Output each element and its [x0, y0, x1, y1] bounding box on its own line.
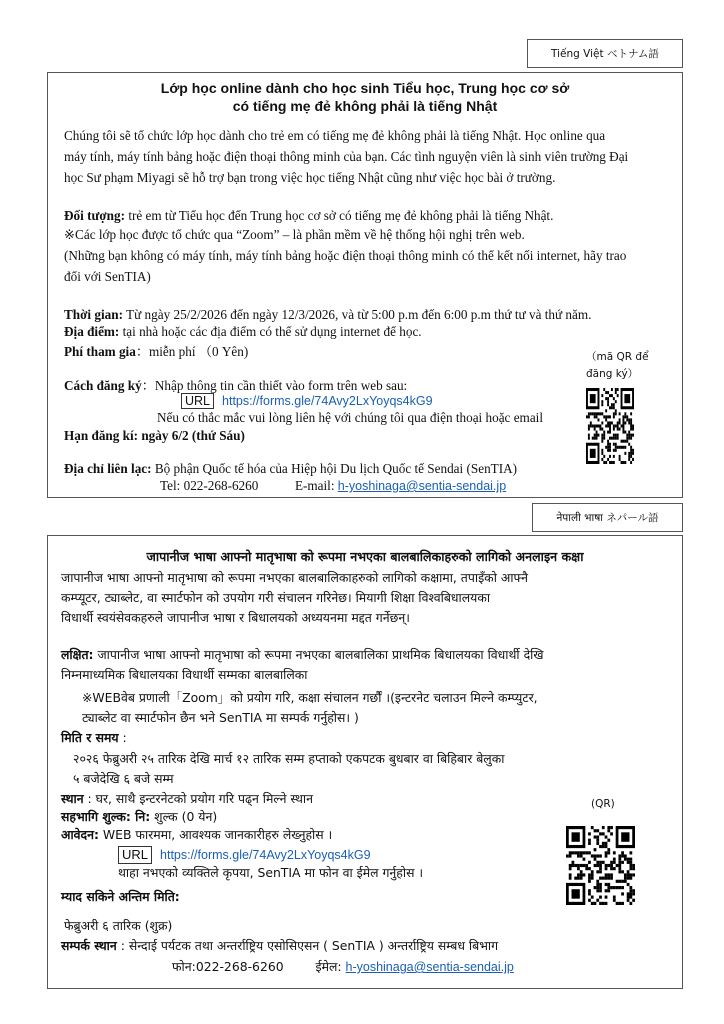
- fee-text: शुल्क (0 येन): [150, 809, 218, 824]
- apply-label: आवेदन:: [61, 827, 99, 842]
- contact-label: सम्पर्क स्थान: [61, 938, 117, 953]
- fee-row: [64, 341, 248, 360]
- email-link[interactable]: h-yoshinaga@sentia-sendai.jp: [345, 960, 514, 974]
- vietnamese-notice: [47, 72, 683, 498]
- contact-label: Địa chỉ liên lạc:: [64, 461, 152, 476]
- registration-link[interactable]: https://forms.gle/74Avy2LxYoyqs4kG9: [160, 848, 371, 862]
- qr-caption: [586, 349, 649, 383]
- deadline-text: Hạn đăng kí: ngày 6/2 (thứ Sáu): [64, 428, 245, 443]
- intro-line: học Sư phạm Miyagi sẽ hỗ trợ bạn trong việc học tiếng Nhật cũng như việc học bài ở trường.: [64, 170, 556, 185]
- contact-text: Bộ phận Quốc tế hóa của Hiệp hội Du lịch Quốc tế Sendai (SenTIA): [151, 461, 518, 476]
- zoom-note: ※Các lớp học được tổ chức qua “Zoom” – là phần mềm về hệ thống hội nghị trên web.: [64, 227, 525, 242]
- target-text-2: निम्नमाध्यमिक बिधालयका विधार्थी सम्मका बालबालिका: [61, 667, 308, 682]
- email-link[interactable]: h-yoshinaga@sentia-sendai.jp: [337, 479, 507, 493]
- qr-caption-line: đăng ký）: [586, 368, 639, 380]
- datetime-text: २०२६ फेब्रुअरी २५ तारिक देखि मार्च १२ तारिक सम्म हप्ताको एकपटक बुधबार वा बिहिबार बेलुका: [73, 751, 505, 766]
- deadline: [64, 428, 245, 444]
- registration-link[interactable]: https://forms.gle/74Avy2LxYoyqs4kG9: [222, 394, 433, 408]
- contact-row: [61, 937, 498, 954]
- fee-label: सहभागि शुल्क: नि:: [61, 809, 151, 824]
- question-note: Nếu có thắc mắc vui lòng liên hệ với chúng tôi qua điện thoại hoặc email: [157, 410, 543, 425]
- url-tag: URL: [118, 846, 152, 864]
- nepali-notice: [47, 535, 683, 989]
- title-line-2: có tiếng mẹ đẻ không phải là tiếng Nhật: [232, 98, 498, 114]
- fee-label: Phí tham gia: [64, 344, 136, 359]
- place-label: Địa điểm:: [64, 324, 120, 339]
- contact-details: [172, 958, 514, 975]
- intro-line: Chúng tôi sẽ tổ chức lớp học dành cho trẻ em có tiếng mẹ đẻ không phải là tiếng Nhật. Học online qua: [64, 128, 606, 143]
- intro-line: कम्प्यूटर, ट्याब्लेट, वा स्मार्टफोन को उपयोग गरी संचालन गरिनेछ। मियागी शिक्षा विश्वबिधालयका: [61, 590, 491, 605]
- target-text: जापानीज भाषा आफ्नो मातृभाषा को रूपमा नभएका बालबालिका प्राथमिक बिधालयका विधार्थी देखि: [93, 647, 544, 662]
- apply-row: [61, 826, 332, 843]
- time-label: Thời gian:: [64, 307, 123, 322]
- datetime-row: [61, 729, 127, 746]
- datetime-label: मिति र समय: [61, 730, 119, 745]
- title-line-1: Lớp học online dành cho học sinh Tiểu học, Trung học cơ sở: [160, 80, 570, 96]
- title: जापानीज भाषा आफ्नो मातृभाषा को रूपमा नभएका बालबालिकाहरुको लागिको अनलाइन कक्षा: [146, 549, 584, 564]
- apply-text: WEB फारममा, आवश्यक जानकारीहरु लेख्नुहोस ।: [98, 827, 333, 842]
- place-text: tại nhà hoặc các địa điểm có thể sử dụng internet để học.: [119, 324, 422, 339]
- intro-line: विधार्थी स्वयंसेवकहरुले जापानीज भाषा र बिधालयको अध्ययनमा मद्दत गर्नेछन्।: [61, 610, 410, 625]
- qr-code-icon[interactable]: [566, 826, 635, 905]
- phone-number: फोन:022-268-6260: [172, 959, 284, 974]
- contact-row: [64, 461, 517, 477]
- qr-caption: (QR): [591, 798, 615, 810]
- qr-caption-line: （mã QR để: [586, 351, 649, 363]
- contact-details: [160, 478, 506, 494]
- place-row: [61, 790, 313, 807]
- question-note: थाहा नभएको व्यक्तिले कृपया, SenTIA मा फोन वा ईमेल गर्नुहोस ।: [118, 865, 424, 880]
- language-tab-label: नेपाली भाषा ネパール語: [556, 512, 659, 524]
- datetime-text: ५ बजेदेखि ६ बजे सम्म: [73, 771, 174, 786]
- deadline-row: [61, 888, 180, 905]
- time-text: Từ ngày 25/2/2026 đến ngày 12/3/2026, và từ 5:00 p.m đến 6:00 p.m thứ tư và thứ năm.: [122, 307, 592, 322]
- intro-line: máy tính, máy tính bảng hoặc điện thoại thông minh của bạn. Các tình nguyện viên là sinh viên trường Đại: [64, 149, 629, 164]
- language-tab-label: Tiếng Việt ベトナム語: [551, 48, 659, 60]
- place-row: [64, 324, 422, 340]
- email-label: ईमेल:: [315, 959, 346, 974]
- zoom-note: ※WEBवेब प्रणाली「Zoom」को प्रयोग गरि, कक्षा संचालन गर्छौं ।(इन्टरनेट चलाउन मिल्ने कम्प्युटर,: [82, 690, 538, 705]
- url-row: [118, 846, 371, 864]
- target-label: Đối tượng:: [64, 208, 126, 223]
- time-row: [64, 307, 591, 323]
- fee-row: [61, 808, 217, 825]
- qr-code-icon[interactable]: [586, 388, 634, 464]
- device-note: (Những bạn không có máy tính, máy tính bảng hoặc điện thoại thông minh có thể kết nối internet, hãy trao: [64, 248, 627, 263]
- device-note: đổi với SenTIA): [64, 269, 151, 284]
- url-tag: URL: [181, 393, 214, 409]
- target-label: लक्षित:: [61, 647, 94, 662]
- target-text: trẻ em từ Tiểu học đến Trung học cơ sở có tiếng mẹ đẻ không phải là tiếng Nhật.: [125, 208, 554, 223]
- zoom-note: ट्याब्लेट वा स्मार्टफोन छैन भने SenTIA मा सम्पर्क गर्नुहोस। ): [82, 710, 359, 725]
- language-tab-vietnamese: [527, 39, 683, 68]
- deadline-label: म्याद सकिने अन्तिम मिति:: [61, 889, 180, 904]
- target-row: [61, 646, 544, 663]
- email-label: E-mail:: [294, 478, 338, 493]
- intro-line: जापानीज भाषा आफ्नो मातृभाषा को रूपमा नभएका बालबालिकाहरुको लागिको कक्षामा, तपाइँको आफ्नै: [61, 570, 528, 585]
- contact-text: : सेन्दाई पर्यटक तथा अन्तर्राष्ट्रिय एसोसिएसन ( SenTIA ) अन्तर्राष्ट्रिय सम्बध बिभाग: [116, 938, 499, 953]
- url-row: [181, 392, 433, 410]
- datetime-colon: :: [118, 730, 127, 745]
- register-label: Cách đăng ký: [64, 378, 142, 393]
- target-row: [64, 208, 553, 224]
- fee-text: ：miễn phí （0 Yên): [135, 344, 249, 359]
- language-tab-nepali: [532, 503, 683, 532]
- register-text: ：Nhập thông tin cần thiết vào form trên web sau:: [141, 378, 408, 393]
- phone-number: Tel: 022-268-6260: [160, 478, 259, 493]
- place-label: स्थान: [61, 791, 84, 806]
- place-text: : घर, साथै इन्टरनेटको प्रयोग गरि पढ्न मिल्ने स्थान: [83, 791, 313, 806]
- deadline-text: फेब्रुअरी ६ तारिक (शुक्र): [64, 918, 173, 933]
